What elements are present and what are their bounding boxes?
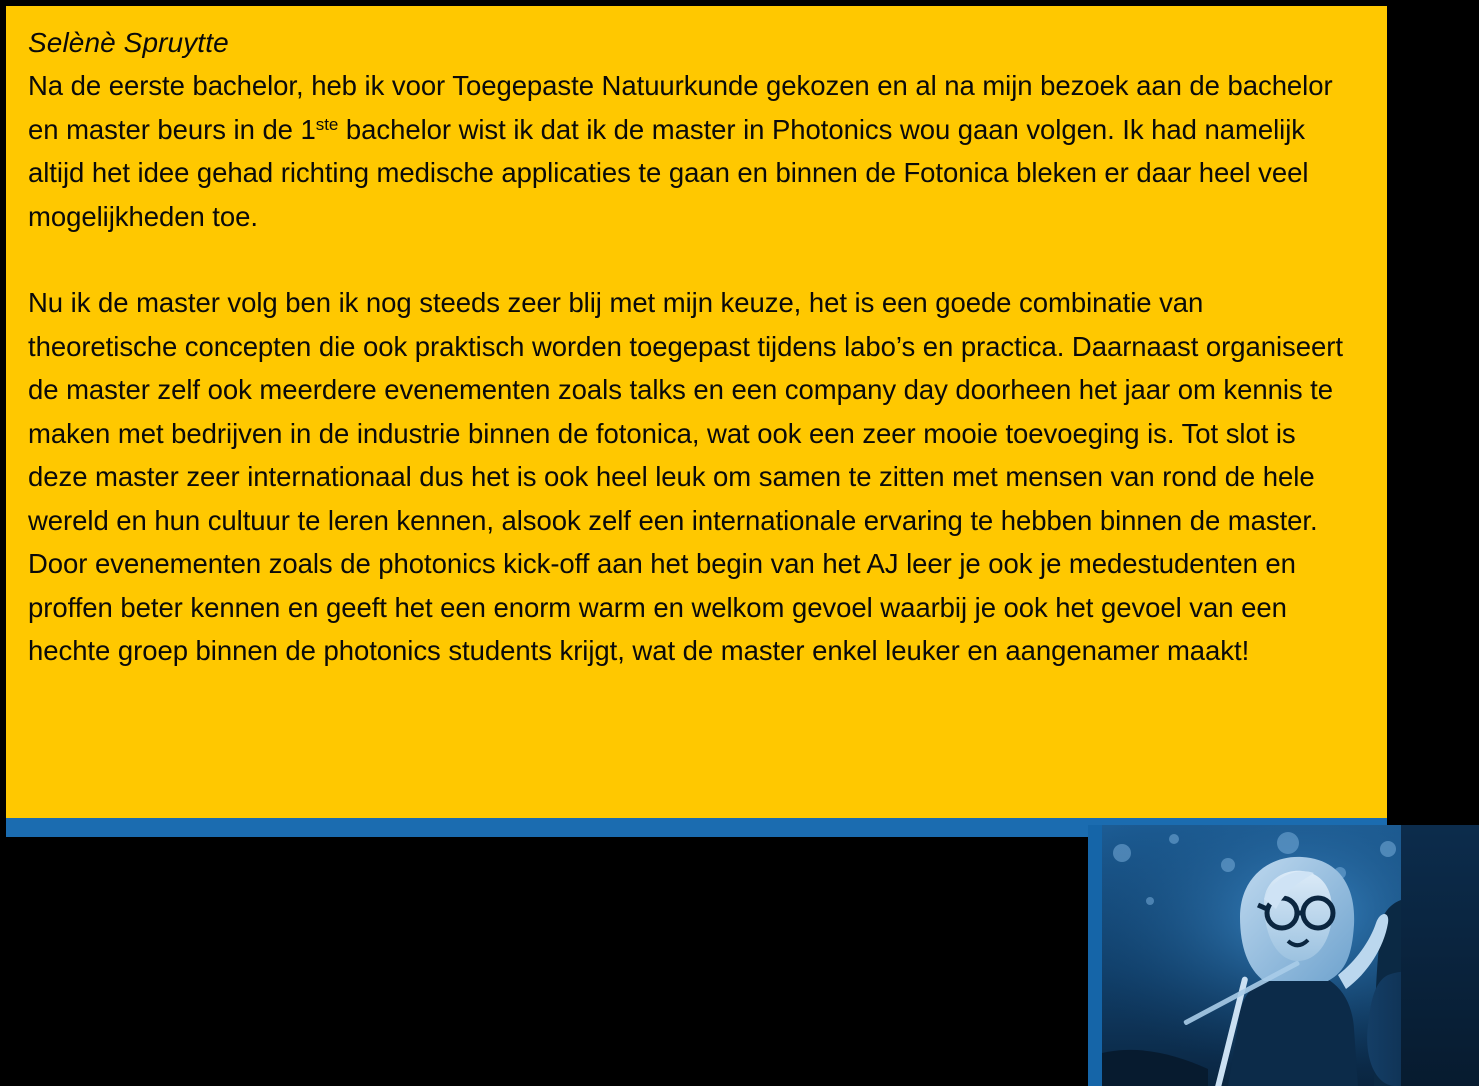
paragraph-1-text-part-2: bachelor wist ik dat ik de master in Photonics wou gaan volgen. Ik had namelijk altijd het idee gehad richting medische applicaties te gaan en binnen de Fotonica bleken er daar heel veel mogelijkheden toe.: [28, 113, 1309, 232]
testimonial-paragraph-1: [28, 64, 1357, 238]
author-name: Selènè Spruytte: [28, 27, 229, 58]
paragraph-1-text-part-1: Na de eerste bachelor, heb ik voor Toegepaste Natuurkunde gekozen en al na mijn bezoek aan de bachelor en master beurs in de 1: [28, 70, 1333, 145]
photo-left-edge: [1088, 825, 1102, 1086]
photo-right-edge: [1401, 825, 1479, 1086]
paragraph-1-superscript: ste: [315, 114, 339, 134]
cello-student-photo: [1088, 825, 1479, 1086]
lower-left-block: [0, 837, 1088, 1086]
testimonial-paragraph-2: Nu ik de master volg ben ik nog steeds zeer blij met mijn keuze, het is een goede combinatie van theoretische concepten die ook praktisch worden toegepast tijdens labo’s en practica. Daarnaast organiseert de master zelf ook meerdere evenementen zoals talks en een company day doorheen het jaar om kennis te maken met bedrijven in de industrie binnen de fotonica, wat ook een zeer mooie toevoeging is. Tot slot is deze master zeer internationaal dus het is ook heel leuk om samen te zitten met mensen van rond de hele wereld en hun cultuur te leren kennen, alsook zelf een internationale ervaring te hebben binnen de master. Door evenementen zoals de photonics kick-off aan het begin van het AJ leer je ook je medestudenten en proffen beter kennen en geeft het een enorm warm en welkom gevoel waarbij je ook het gevoel van een hechte groep binnen de photonics students krijgt, wat de master enkel leuker en aangenamer maakt!: [28, 287, 1343, 666]
testimonial-panel: [6, 6, 1387, 818]
